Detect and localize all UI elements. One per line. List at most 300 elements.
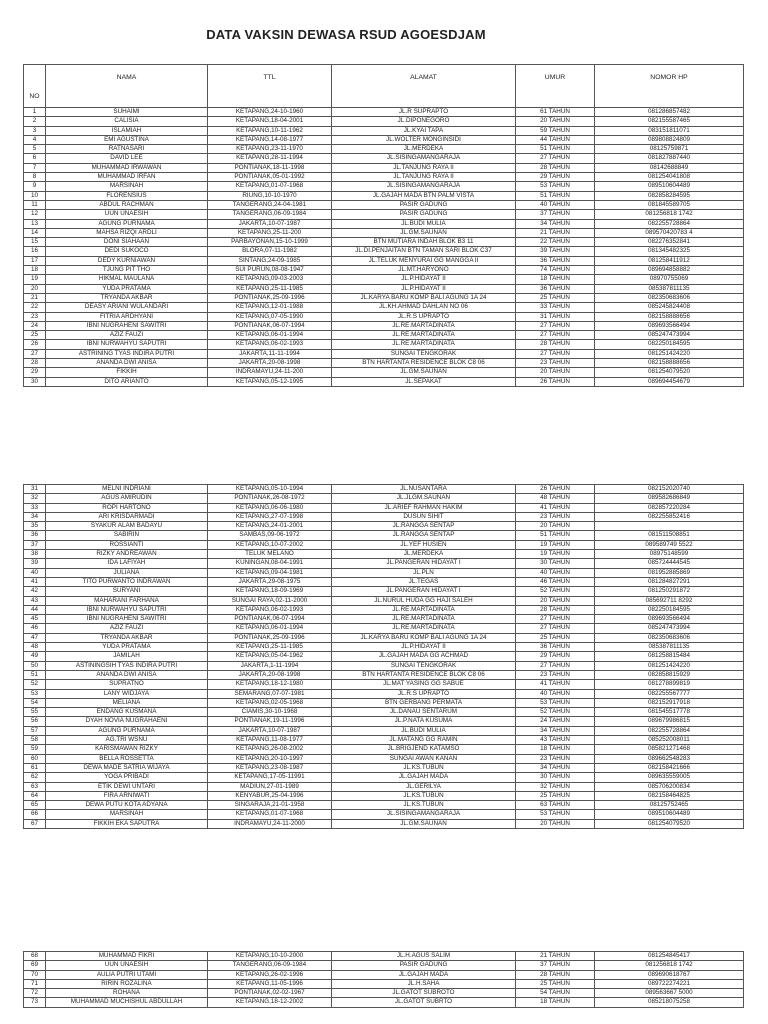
cell-hp: 081254845417 <box>595 952 744 961</box>
table-row <box>24 819 744 828</box>
cell-hp: 082152020740 <box>595 485 744 494</box>
cell-no: 32 <box>24 494 46 503</box>
cell-no: 69 <box>24 961 46 970</box>
cell-nama: SURYANI <box>46 587 208 596</box>
cell-nama: AULIA PUTRI UTAMI <box>46 970 208 979</box>
cell-umur: 34 TAHUN <box>516 726 595 735</box>
cell-no: 51 <box>24 670 46 679</box>
cell-umur: 20 TAHUN <box>516 117 595 126</box>
cell-nama: HIKMAL MAULANA <box>46 275 208 284</box>
cell-umur: 27 TAHUN <box>516 321 595 330</box>
cell-no: 30 <box>24 377 46 386</box>
table-row <box>24 698 744 707</box>
cell-umur: 27 TAHUN <box>516 349 595 358</box>
cell-nama: ROHANA <box>46 989 208 998</box>
cell-hp: 089690618767 <box>595 970 744 979</box>
cell-umur: 40 TAHUN <box>516 689 595 698</box>
cell-ttl: JAKARTA,20-08-1998 <box>208 670 332 679</box>
cell-no: 68 <box>24 952 46 961</box>
cell-ttl: KETAPANG,10-11-1962 <box>208 126 332 135</box>
cell-alamat: JL.BUDI MULIA <box>332 726 516 735</box>
table-row <box>24 494 744 503</box>
cell-no: 21 <box>24 293 46 302</box>
cell-hp: 082255852416 <box>595 512 744 521</box>
table-row <box>24 550 744 559</box>
cell-no: 46 <box>24 624 46 633</box>
cell-no: 23 <box>24 312 46 321</box>
cell-nama: ROPI HARTONO <box>46 503 208 512</box>
table-row <box>24 293 744 302</box>
cell-no: 63 <box>24 782 46 791</box>
cell-alamat: JL.DIPONEGORO <box>332 117 516 126</box>
cell-no: 47 <box>24 633 46 642</box>
cell-ttl: KETAPANG,26-08-2002 <box>208 745 332 754</box>
cell-nama: ROSSIANTI <box>46 540 208 549</box>
cell-no: 37 <box>24 540 46 549</box>
cell-ttl: JAKARTA,10-07-1987 <box>208 726 332 735</box>
cell-no: 18 <box>24 266 46 275</box>
cell-umur: 30 TAHUN <box>516 559 595 568</box>
cell-hp: 089510604489 <box>595 810 744 819</box>
cell-hp: 089662548283 <box>595 754 744 763</box>
cell-alamat: PASIR GADUNG <box>332 210 516 219</box>
cell-nama: ETIK DEWI UNTARI <box>46 782 208 791</box>
cell-no: 11 <box>24 200 46 209</box>
cell-umur: 54 TAHUN <box>516 989 595 998</box>
cell-ttl: KETAPANG,06-02-1993 <box>208 605 332 614</box>
cell-ttl: JAKARTA,1-11-1994 <box>208 661 332 670</box>
cell-no: 42 <box>24 587 46 596</box>
cell-ttl: KETAPANG,25-11-1985 <box>208 643 332 652</box>
header-no: NO <box>24 65 46 108</box>
cell-alamat: JL.RANGGA SENTAP <box>332 531 516 540</box>
cell-umur: 21 TAHUN <box>516 228 595 237</box>
table-row <box>24 126 744 135</box>
cell-umur: 22 TAHUN <box>516 238 595 247</box>
cell-alamat: JL.KS.TUBUN <box>332 801 516 810</box>
table-row <box>24 191 744 200</box>
table-row <box>24 952 744 961</box>
table-row <box>24 568 744 577</box>
cell-alamat: JL.P.HIDAYAT II <box>332 284 516 293</box>
cell-ttl: KETAPANG,28-11-1994 <box>208 154 332 163</box>
cell-no: 73 <box>24 998 46 1007</box>
cell-umur: 34 TAHUN <box>516 763 595 772</box>
cell-hp: 082276352841 <box>595 238 744 247</box>
cell-hp: 081258815484 <box>595 652 744 661</box>
table-row <box>24 154 744 163</box>
table-row <box>24 275 744 284</box>
cell-alamat: JL.MERDEKA <box>332 145 516 154</box>
cell-no: 2 <box>24 117 46 126</box>
table-row <box>24 512 744 521</box>
cell-nama: AGUNG PURNAMA <box>46 219 208 228</box>
cell-hp: 083151811071 <box>595 126 744 135</box>
cell-alamat: BTN HARTANTA RESIDENCE BLOK C8 06 <box>332 359 516 368</box>
cell-umur: 51 TAHUN <box>516 145 595 154</box>
cell-ttl: INDRAMAYU,24-11-2000 <box>208 819 332 828</box>
cell-hp: 085387811135 <box>595 284 744 293</box>
cell-hp: 081254079520 <box>595 819 744 828</box>
cell-umur: 23 TAHUN <box>516 359 595 368</box>
cell-umur: 36 TAHUN <box>516 643 595 652</box>
cell-umur: 37 TAHUN <box>516 210 595 219</box>
table-row <box>24 754 744 763</box>
cell-nama: IBNI NUGRAHENI SAWITRI <box>46 321 208 330</box>
cell-alamat: JL.NURUL HUDA GG HAJI SALEH <box>332 596 516 605</box>
cell-hp: 085692711 8292 <box>595 596 744 605</box>
cell-nama: ASTRINING TYAS INDIRA PUTRI <box>46 349 208 358</box>
table-row <box>24 368 744 377</box>
cell-umur: 23 TAHUN <box>516 754 595 763</box>
cell-ttl: PARBAYONAN,15-10-1999 <box>208 238 332 247</box>
cell-umur: 53 TAHUN <box>516 810 595 819</box>
cell-alamat: JL.H.AGUS SALIM <box>332 952 516 961</box>
cell-nama: DEDI SUKOCO <box>46 247 208 256</box>
cell-ttl: KETAPANG,18-12-1980 <box>208 680 332 689</box>
cell-no: 53 <box>24 689 46 698</box>
cell-no: 5 <box>24 145 46 154</box>
cell-umur: 59 TAHUN <box>516 126 595 135</box>
cell-ttl: SUI PURUN,08-08-1947 <box>208 266 332 275</box>
cell-hp: 08975148599 <box>595 550 744 559</box>
vaccine-table-part-2 <box>23 484 744 829</box>
cell-no: 8 <box>24 173 46 182</box>
cell-ttl: KETAPANG,11-08-1977 <box>208 736 332 745</box>
cell-umur: 23 TAHUN <box>516 512 595 521</box>
cell-ttl: MADIUN,27-01-1989 <box>208 782 332 791</box>
cell-hp: 081345482325 <box>595 247 744 256</box>
cell-nama: DITO ARIANTO <box>46 377 208 386</box>
table-header-row <box>24 65 744 108</box>
cell-umur: 25 TAHUN <box>516 293 595 302</box>
cell-ttl: KETAPANG,10-07-2002 <box>208 540 332 549</box>
cell-alamat: JL.GM.SAUNAN <box>332 228 516 237</box>
cell-no: 25 <box>24 331 46 340</box>
table-row <box>24 643 744 652</box>
cell-alamat: JL.BUDI MULIA <box>332 219 516 228</box>
cell-alamat: JL.RE.MARTADINATA <box>332 321 516 330</box>
table-row <box>24 773 744 782</box>
table-row <box>24 238 744 247</box>
cell-no: 66 <box>24 810 46 819</box>
table-row <box>24 321 744 330</box>
table-row <box>24 961 744 970</box>
cell-ttl: TANGERANG,06-09-1984 <box>208 961 332 970</box>
cell-umur: 53 TAHUN <box>516 698 595 707</box>
cell-nama: MAHARANI FARHANA <box>46 596 208 605</box>
cell-alamat: JL.GAJAH MADA <box>332 773 516 782</box>
cell-alamat: SUNGAI TENGKORAK <box>332 661 516 670</box>
cell-umur: 32 TAHUN <box>516 782 595 791</box>
cell-umur: 36 TAHUN <box>516 256 595 265</box>
cell-alamat: JL.MAT YASING GG SABUE <box>332 680 516 689</box>
cell-hp: 081278899819 <box>595 680 744 689</box>
cell-ttl: KETAPANG,18-09-1969 <box>208 587 332 596</box>
cell-ttl: KETAPANG,01-07-1968 <box>208 182 332 191</box>
cell-alamat: JL.MATANG GG RAMIN <box>332 736 516 745</box>
cell-umur: 34 TAHUN <box>516 219 595 228</box>
cell-umur: 28 TAHUN <box>516 163 595 172</box>
cell-hp: 082857220284 <box>595 503 744 512</box>
cell-alamat: JL.JLGM.SAUNAN <box>332 494 516 503</box>
table-row <box>24 200 744 209</box>
cell-umur: 27 TAHUN <box>516 331 595 340</box>
cell-umur: 40 TAHUN <box>516 200 595 209</box>
cell-hp: 089808824809 <box>595 135 744 144</box>
cell-alamat: JL.KS.TUBUN <box>332 763 516 772</box>
cell-alamat: BTN HARTANTA RESIDENCE BLOK C8 06 <box>332 670 516 679</box>
cell-ttl: KETAPANG,12-01-1988 <box>208 303 332 312</box>
cell-hp: 089694858882 <box>595 266 744 275</box>
cell-alamat: JL.RE.MARTADINATA <box>332 340 516 349</box>
table-row <box>24 624 744 633</box>
cell-umur: 26 TAHUN <box>516 485 595 494</box>
cell-nama: ENDANG KUSMANA <box>46 708 208 717</box>
cell-alamat: JL.PANGERAN HIDAYAT I <box>332 559 516 568</box>
cell-alamat: BTN GERBANG PERMATA <box>332 698 516 707</box>
cell-alamat: JL.TEGAS <box>332 577 516 586</box>
table-row <box>24 979 744 988</box>
cell-nama: UUN UNAESIH <box>46 961 208 970</box>
table-row <box>24 970 744 979</box>
cell-no: 44 <box>24 605 46 614</box>
cell-alamat: JL.KARYA BARU KOMP BALI AGUNG 1A 24 <box>332 633 516 642</box>
cell-no: 22 <box>24 303 46 312</box>
table-row <box>24 726 744 735</box>
cell-no: 71 <box>24 979 46 988</box>
cell-nama: TJUNG PIT THO <box>46 266 208 275</box>
cell-no: 19 <box>24 275 46 284</box>
cell-nama: EMI AGUSTINA <box>46 135 208 144</box>
cell-ttl: KETAPANG,20-10-1997 <box>208 754 332 763</box>
cell-ttl: JAKARTA,29-08-1975 <box>208 577 332 586</box>
cell-hp: 089635559005 <box>595 773 744 782</box>
table-row <box>24 531 744 540</box>
cell-no: 10 <box>24 191 46 200</box>
cell-no: 67 <box>24 819 46 828</box>
cell-hp: 08970755069 <box>595 275 744 284</box>
cell-nama: KARISMAWAN RIZKY <box>46 745 208 754</box>
cell-alamat: JL.BRIGJEND KATAMSO <box>332 745 516 754</box>
cell-no: 29 <box>24 368 46 377</box>
table-row <box>24 989 744 998</box>
cell-alamat: JL.TANJUNG RAYA II <box>332 163 516 172</box>
cell-umur: 48 TAHUN <box>516 494 595 503</box>
cell-hp: 082158888656 <box>595 312 744 321</box>
table-row <box>24 173 744 182</box>
cell-umur: 63 TAHUN <box>516 801 595 810</box>
cell-no: 35 <box>24 522 46 531</box>
cell-nama: DONI SIAHAAN <box>46 238 208 247</box>
cell-alamat: JL.SISINGAMANGARAJA <box>332 154 516 163</box>
table-row <box>24 485 744 494</box>
cell-hp: 089694454679 <box>595 377 744 386</box>
cell-nama: ABDUL RACHMAN <box>46 200 208 209</box>
cell-hp: 081258411912 <box>595 256 744 265</box>
table-row <box>24 108 744 117</box>
cell-nama: FLORENSIUS <box>46 191 208 200</box>
table-row <box>24 596 744 605</box>
header-ttl: TTL <box>208 65 332 108</box>
table-row <box>24 810 744 819</box>
cell-hp: 082152917918 <box>595 698 744 707</box>
cell-nama: IDA LAFIYAH <box>46 559 208 568</box>
cell-nama: FIKKIH EKA SAPUTRA <box>46 819 208 828</box>
cell-alamat: PASIR GADUNG <box>332 200 516 209</box>
cell-umur: 18 TAHUN <box>516 745 595 754</box>
cell-no: 26 <box>24 340 46 349</box>
table-row <box>24 559 744 568</box>
cell-umur: 43 TAHUN <box>516 736 595 745</box>
cell-alamat: JL.SISINGAMANGARAJA <box>332 182 516 191</box>
cell-umur: 37 TAHUN <box>516 961 595 970</box>
cell-no: 14 <box>24 228 46 237</box>
cell-umur: 26 TAHUN <box>516 377 595 386</box>
cell-alamat: DUSUN SIHIT <box>332 512 516 521</box>
cell-nama: IBNI NURWAHYU SAPUTRI <box>46 605 208 614</box>
cell-alamat: JL.KYAI TAPA <box>332 126 516 135</box>
cell-umur: 21 TAHUN <box>516 952 595 961</box>
cell-no: 58 <box>24 736 46 745</box>
table-row <box>24 266 744 275</box>
cell-alamat: JL.ARIEF RAHMAN HAKIM <box>332 503 516 512</box>
cell-umur: 44 TAHUN <box>516 135 595 144</box>
cell-no: 45 <box>24 615 46 624</box>
cell-no: 64 <box>24 791 46 800</box>
cell-no: 3 <box>24 126 46 135</box>
cell-umur: 23 TAHUN <box>516 670 595 679</box>
cell-nama: MUHAMMAD IRFAN <box>46 173 208 182</box>
table-row <box>24 247 744 256</box>
cell-nama: YUDA PRATAMA <box>46 643 208 652</box>
cell-nama: AGUS AMIRUDIN <box>46 494 208 503</box>
cell-hp: 081254041808 <box>595 173 744 182</box>
cell-ttl: SEMARANG,07-07-1981 <box>208 689 332 698</box>
cell-ttl: KETAPANG,25-11-200 <box>208 228 332 237</box>
cell-hp: 081286857482 <box>595 108 744 117</box>
cell-nama: DEDY KURNIAWAN <box>46 256 208 265</box>
cell-nama: DAVID LEE <box>46 154 208 163</box>
cell-ttl: PONTIANAK,18-11-1998 <box>208 163 332 172</box>
cell-alamat: JL.NUSANTARA <box>332 485 516 494</box>
cell-nama: SUPRATNO <box>46 680 208 689</box>
cell-hp: 082158464825 <box>595 791 744 800</box>
cell-umur: 53 TAHUN <box>516 182 595 191</box>
cell-ttl: PONTIANAK,26-08-1972 <box>208 494 332 503</box>
cell-hp: 082350683606 <box>595 293 744 302</box>
cell-no: 28 <box>24 359 46 368</box>
cell-alamat: JL.MT.HARYONO <box>332 266 516 275</box>
cell-alamat: JL.TANJUNG RAYA II <box>332 173 516 182</box>
cell-ttl: PONTIANAK,05-01-1992 <box>208 173 332 182</box>
table-row <box>24 587 744 596</box>
cell-no: 39 <box>24 559 46 568</box>
cell-no: 4 <box>24 135 46 144</box>
cell-nama: BELLA ROSSETTA <box>46 754 208 763</box>
cell-umur: 52 TAHUN <box>516 708 595 717</box>
cell-no: 70 <box>24 970 46 979</box>
cell-alamat: JL.P.HIDAYAT II <box>332 643 516 652</box>
table-row <box>24 256 744 265</box>
cell-nama: MARSINAH <box>46 810 208 819</box>
cell-ttl: BLORA,07-11-1982 <box>208 247 332 256</box>
cell-nama: MUHAMMAD MUCHISHUL ABDULLAH <box>46 998 208 1007</box>
cell-hp: 085218075258 <box>595 998 744 1007</box>
cell-ttl: KETAPANG,17-05-11991 <box>208 773 332 782</box>
cell-alamat: JL.SEPAKAT <box>332 377 516 386</box>
cell-nama: FIRA ARNIWATI <box>46 791 208 800</box>
cell-alamat: JL.RE.MARTADINATA <box>332 605 516 614</box>
table-row <box>24 349 744 358</box>
cell-hp: 082158421666 <box>595 763 744 772</box>
cell-hp: 085247473994 <box>595 624 744 633</box>
cell-umur: 52 TAHUN <box>516 587 595 596</box>
cell-nama: JULIANA <box>46 568 208 577</box>
cell-ttl: KETAPANG,06-01-1994 <box>208 331 332 340</box>
cell-ttl: TANGERANG,24-04-1981 <box>208 200 332 209</box>
cell-no: 59 <box>24 745 46 754</box>
cell-hp: 089582686849 <box>595 494 744 503</box>
cell-alamat: JL.GM.SAUNAN <box>332 819 516 828</box>
cell-alamat: JL.KS.TUBUN <box>332 791 516 800</box>
cell-hp: 081952885869 <box>595 568 744 577</box>
cell-umur: 46 TAHUN <box>516 577 595 586</box>
cell-ttl: SAMBAS,09-06-1972 <box>208 531 332 540</box>
cell-nama: TRYANDA AKBAR <box>46 633 208 642</box>
cell-hp <box>595 522 744 531</box>
cell-nama: TITO PURWANTO INDRAWAN <box>46 577 208 586</box>
cell-umur: 61 TAHUN <box>516 108 595 117</box>
cell-umur: 29 TAHUN <box>516 652 595 661</box>
cell-nama: MARSINAH <box>46 182 208 191</box>
cell-nama: UUN UNAESIH <box>46 210 208 219</box>
table-row <box>24 540 744 549</box>
cell-no: 1 <box>24 108 46 117</box>
table-row <box>24 377 744 386</box>
cell-no: 36 <box>24 531 46 540</box>
cell-umur: 30 TAHUN <box>516 773 595 782</box>
cell-ttl: PONTIANAK,02-02-1967 <box>208 989 332 998</box>
cell-ttl: KETAPANG,18-04-2001 <box>208 117 332 126</box>
table-row <box>24 340 744 349</box>
cell-ttl: SINGARAJA,21-01-1958 <box>208 801 332 810</box>
cell-ttl: KETAPANG,02-05-1968 <box>208 698 332 707</box>
cell-ttl: PONTIANAK,06-07-1994 <box>208 321 332 330</box>
cell-no: 27 <box>24 349 46 358</box>
cell-ttl: JAKARTA,11-11-1994 <box>208 349 332 358</box>
cell-hp: 082858284595 <box>595 191 744 200</box>
cell-hp: 082250184595 <box>595 340 744 349</box>
cell-no: 31 <box>24 485 46 494</box>
cell-alamat: BTN MUTIARA INDAH BLOK B3 11 <box>332 238 516 247</box>
cell-no: 7 <box>24 163 46 172</box>
cell-nama: MUHAMMAD FIKRI <box>46 952 208 961</box>
cell-umur: 20 TAHUN <box>516 522 595 531</box>
table-row <box>24 801 744 810</box>
cell-alamat: SUNGAI AWAN KANAN <box>332 754 516 763</box>
cell-hp: 081284827291 <box>595 577 744 586</box>
cell-umur: 24 TAHUN <box>516 717 595 726</box>
cell-no: 56 <box>24 717 46 726</box>
cell-no: 43 <box>24 596 46 605</box>
cell-no: 24 <box>24 321 46 330</box>
cell-hp: 082350683606 <box>595 633 744 642</box>
table-row <box>24 661 744 670</box>
cell-alamat: JL.MERDEKA <box>332 550 516 559</box>
cell-alamat: JL.R.S UPRAPTO <box>332 312 516 321</box>
cell-nama: MELIANA <box>46 698 208 707</box>
